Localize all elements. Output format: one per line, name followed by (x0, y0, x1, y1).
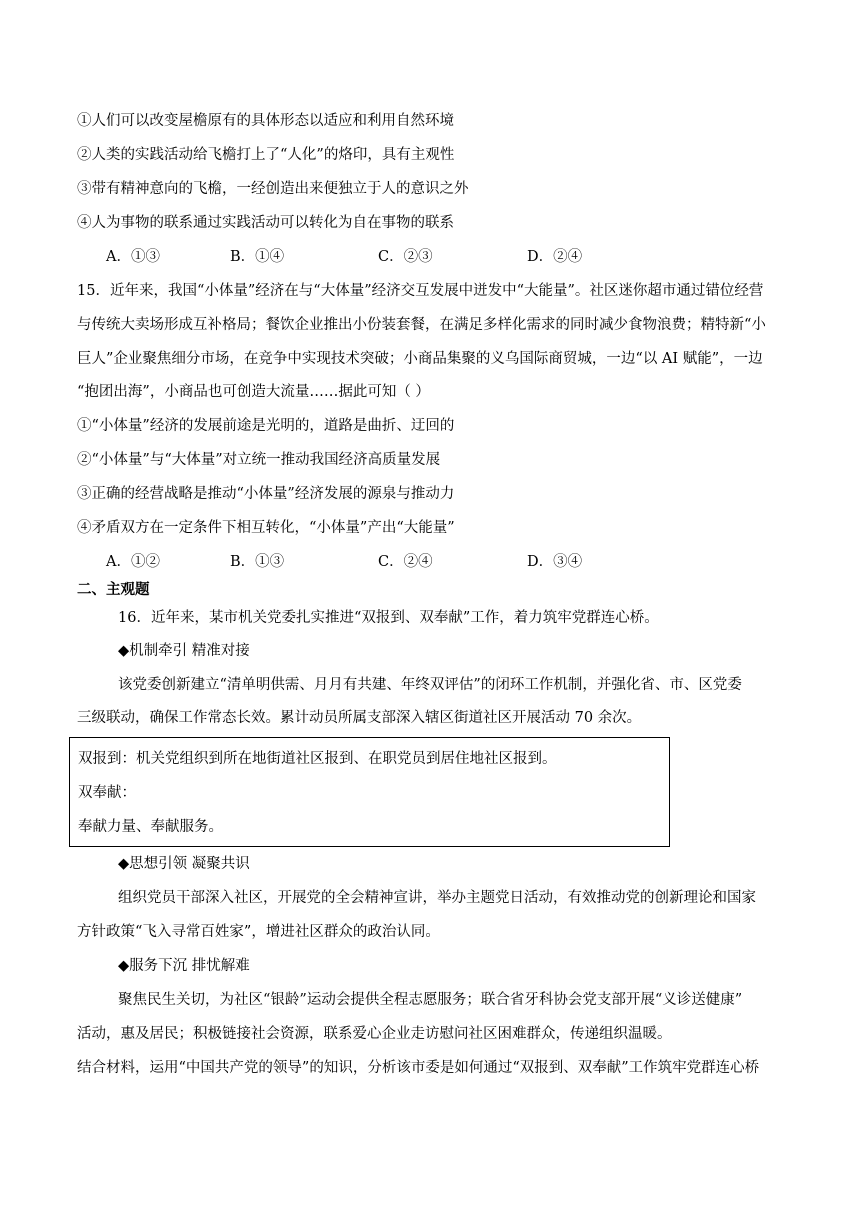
q15-statement-3: ③正确的经营战略是推动“小体量”经济发展的源泉与推动力 (77, 486, 455, 502)
q14-statement-2: ②人类的实践活动给飞檐打上了“人化”的烙印，具有主观性 (77, 147, 455, 163)
definition-dedication-content: 奉献力量、奉献服务。 (78, 819, 223, 835)
q15-stem-line-4: “抱团出海”，小商品也可创造大流量……据此可知（ ） (77, 384, 430, 400)
q15-stem-line-3: 巨人”企业聚焦细分市场，在竞争中实现技术突破；小商品集聚的义乌国际商贸城，一边“以 AI 赋能”，一边 (77, 351, 763, 367)
q14-option-c: C．②③ (378, 249, 433, 265)
definition-double-dedication: 双奉献： (78, 785, 136, 801)
q15-statement-2: ②“小体量”与“大体量”对立统一推动我国经济高质量发展 (77, 452, 441, 468)
q15-option-d: D．③④ (527, 554, 583, 570)
q16-para3-line-1: 聚焦民生关切，为社区“银龄”运动会提供全程志愿服务；联合省牙科协会党支部开展“义诊送健康” (118, 992, 743, 1008)
q15-statement-4: ④矛盾双方在一定条件下相互转化，“小体量”产出“大能量” (77, 520, 455, 536)
definition-double-report: 双报到：机关党组织到所在地街道社区报到、在职党员到居住地社区报到。 (78, 751, 557, 767)
q14-option-a: A．①③ (106, 249, 160, 265)
q16-para3-line-2: 活动，惠及居民；积极链接社会资源，联系爱心企业走访慰问社区困难群众，传递组织温暖。 (77, 1026, 672, 1042)
q16-heading-thought: ◆思想引领 凝聚共识 (118, 856, 250, 872)
q14-statement-1: ①人们可以改变屋檐原有的具体形态以适应和利用自然环境 (77, 113, 454, 129)
q14-statement-3: ③带有精神意向的飞檐，一经创造出来便独立于人的意识之外 (77, 181, 469, 197)
q15-stem-line-1: 15．近年来，我国“小体量”经济在与“大体量”经济交互发展中迸发中“大能量”。社区迷你超市通过错位经营 (77, 283, 764, 299)
q14-statement-4: ④人为事物的联系通过实践活动可以转化为自在事物的联系 (77, 215, 454, 231)
q15-option-c: C．②④ (378, 554, 433, 570)
q16-intro: 16．近年来，某市机关党委扎实推进“双报到、双奉献”工作，着力筑牢党群连心桥。 (118, 610, 659, 626)
q16-para2-line-1: 组织党员干部深入社区，开展党的全会精神宣讲，举办主题党日活动，有效推动党的创新理论和国家 (118, 890, 756, 906)
q15-statement-1: ①“小体量”经济的发展前途是光明的，道路是曲折、迂回的 (77, 418, 455, 434)
definition-box (69, 737, 670, 847)
q16-heading-service: ◆服务下沉 排忧解难 (118, 958, 250, 974)
q14-option-d: D．②④ (527, 249, 583, 265)
q15-stem-line-2: 与传统大卖场形成互补格局；餐饮企业推出小份装套餐，在满足多样化需求的同时减少食物浪费；精特新“小 (77, 317, 766, 333)
q15-option-b: B．①③ (230, 554, 285, 570)
q16-para1-line-2: 三级联动，确保工作常态长效。累计动员所属支部深入辖区街道社区开展活动 70 余次。 (77, 710, 642, 726)
section-title: 二、主观题 (77, 581, 150, 598)
q16-para1-line-1: 该党委创新建立“清单明供需、月月有共建、年终双评估”的闭环工作机制，并强化省、市、区党委 (118, 677, 742, 693)
q16-para2-line-2: 方针政策“飞入寻常百姓家”，增进社区群众的政治认同。 (77, 924, 440, 940)
q16-question: 结合材料，运用“中国共产党的领导”的知识，分析该市委是如何通过“双报到、双奉献”工作筑牢党群连心桥 (77, 1060, 760, 1076)
q14-option-b: B．①④ (230, 249, 285, 265)
q16-heading-mechanism: ◆机制牵引 精准对接 (118, 643, 250, 659)
q15-option-a: A．①② (106, 554, 160, 570)
